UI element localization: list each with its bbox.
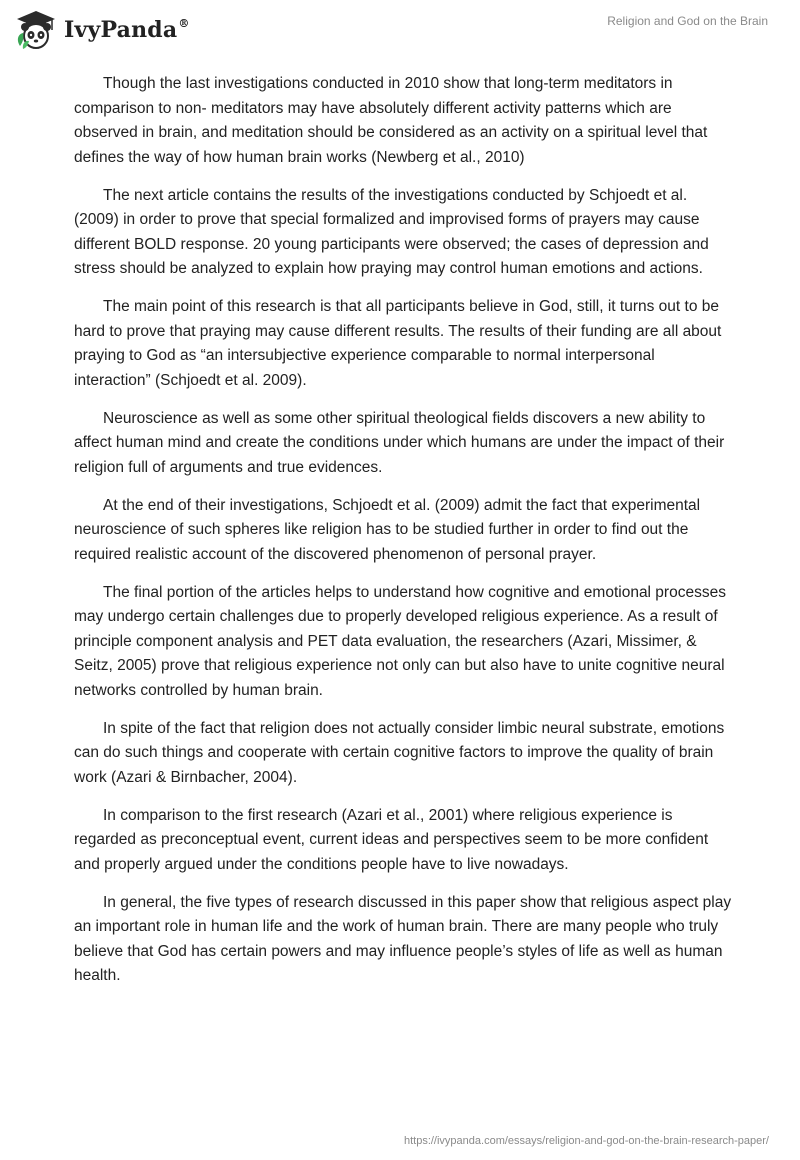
paragraph: The next article contains the results of the investigations conducted by Schjoedt et al. (2009) in order to prove that special formalized and improvised forms of prayers may cause different BOLD response. 20 young participants were observed; the cases of depression and stress should be analyzed to explain how praying may control human emotions and actions. <box>74 186 709 277</box>
paragraph: Neuroscience as well as some other spiritual theological fields discovers a new ability to affect human mind and create the conditions under which humans are under the impact of their religion full of arguments and true evidences. <box>74 409 725 476</box>
paragraph: The final portion of the articles helps to understand how cognitive and emotional processes may undergo certain challenges due to properly developed religious experience. As a result of principle component analysis and PET data evaluation, the researchers (Azari, Missimer, & Seitz, 2005) prove that religious experience not only can but also have to unite cognitive neural networks controlled by human brain. <box>74 583 726 699</box>
panda-graduate-icon <box>14 8 58 52</box>
source-url[interactable]: https://ivypanda.com/essays/religion-and-god-on-the-brain-research-paper/ <box>403 1135 769 1147</box>
brand-logo[interactable] <box>14 8 190 52</box>
paragraph: In general, the five types of research discussed in this paper show that religious aspect play an important role in human life and the work of human brain. There are many people who truly believe that God has certain powers and may influence people’s styles of life as well as human health. <box>74 893 732 984</box>
page-header <box>0 0 800 70</box>
paragraph: At the end of their investigations, Schjoedt et al. (2009) admit the fact that experimental neuroscience of such spheres like religion has to be studied further in order to find out the required realistic account of the discovered phenomenon of personal prayer. <box>74 496 701 563</box>
brand-name: IvyPanda® <box>64 17 190 43</box>
document-title: Religion and God on the Brain <box>607 14 768 28</box>
paragraph: In comparison to the first research (Azari et al., 2001) where religious experience is regarded as preconceptual event, current ideas and perspectives seem to be more confident and properly argued under the conditions people have to live nowadays. <box>74 806 709 873</box>
paragraph: Though the last investigations conducted in 2010 show that long-term meditators in comparison to non- meditators may have absolutely different activity patterns which are observed in brain, and meditation should be considered as an activity on a spiritual level that defines the way of how human brain works (Newberg et al., 2010) <box>74 75 708 166</box>
essay-body <box>74 72 734 1002</box>
paragraph: The main point of this research is that all participants believe in God, still, it turns out to be hard to prove that praying may cause different results. The results of their funding are all about praying to God as “an intersubjective experience comparable to normal interpersonal interaction” (Schjoedt et al. 2009). <box>74 298 722 389</box>
paragraph: In spite of the fact that religion does not actually consider limbic neural substrate, emotions can do such things and cooperate with certain cognitive factors to improve the quality of brain work (Azari & Birnbacher, 2004). <box>74 719 725 786</box>
